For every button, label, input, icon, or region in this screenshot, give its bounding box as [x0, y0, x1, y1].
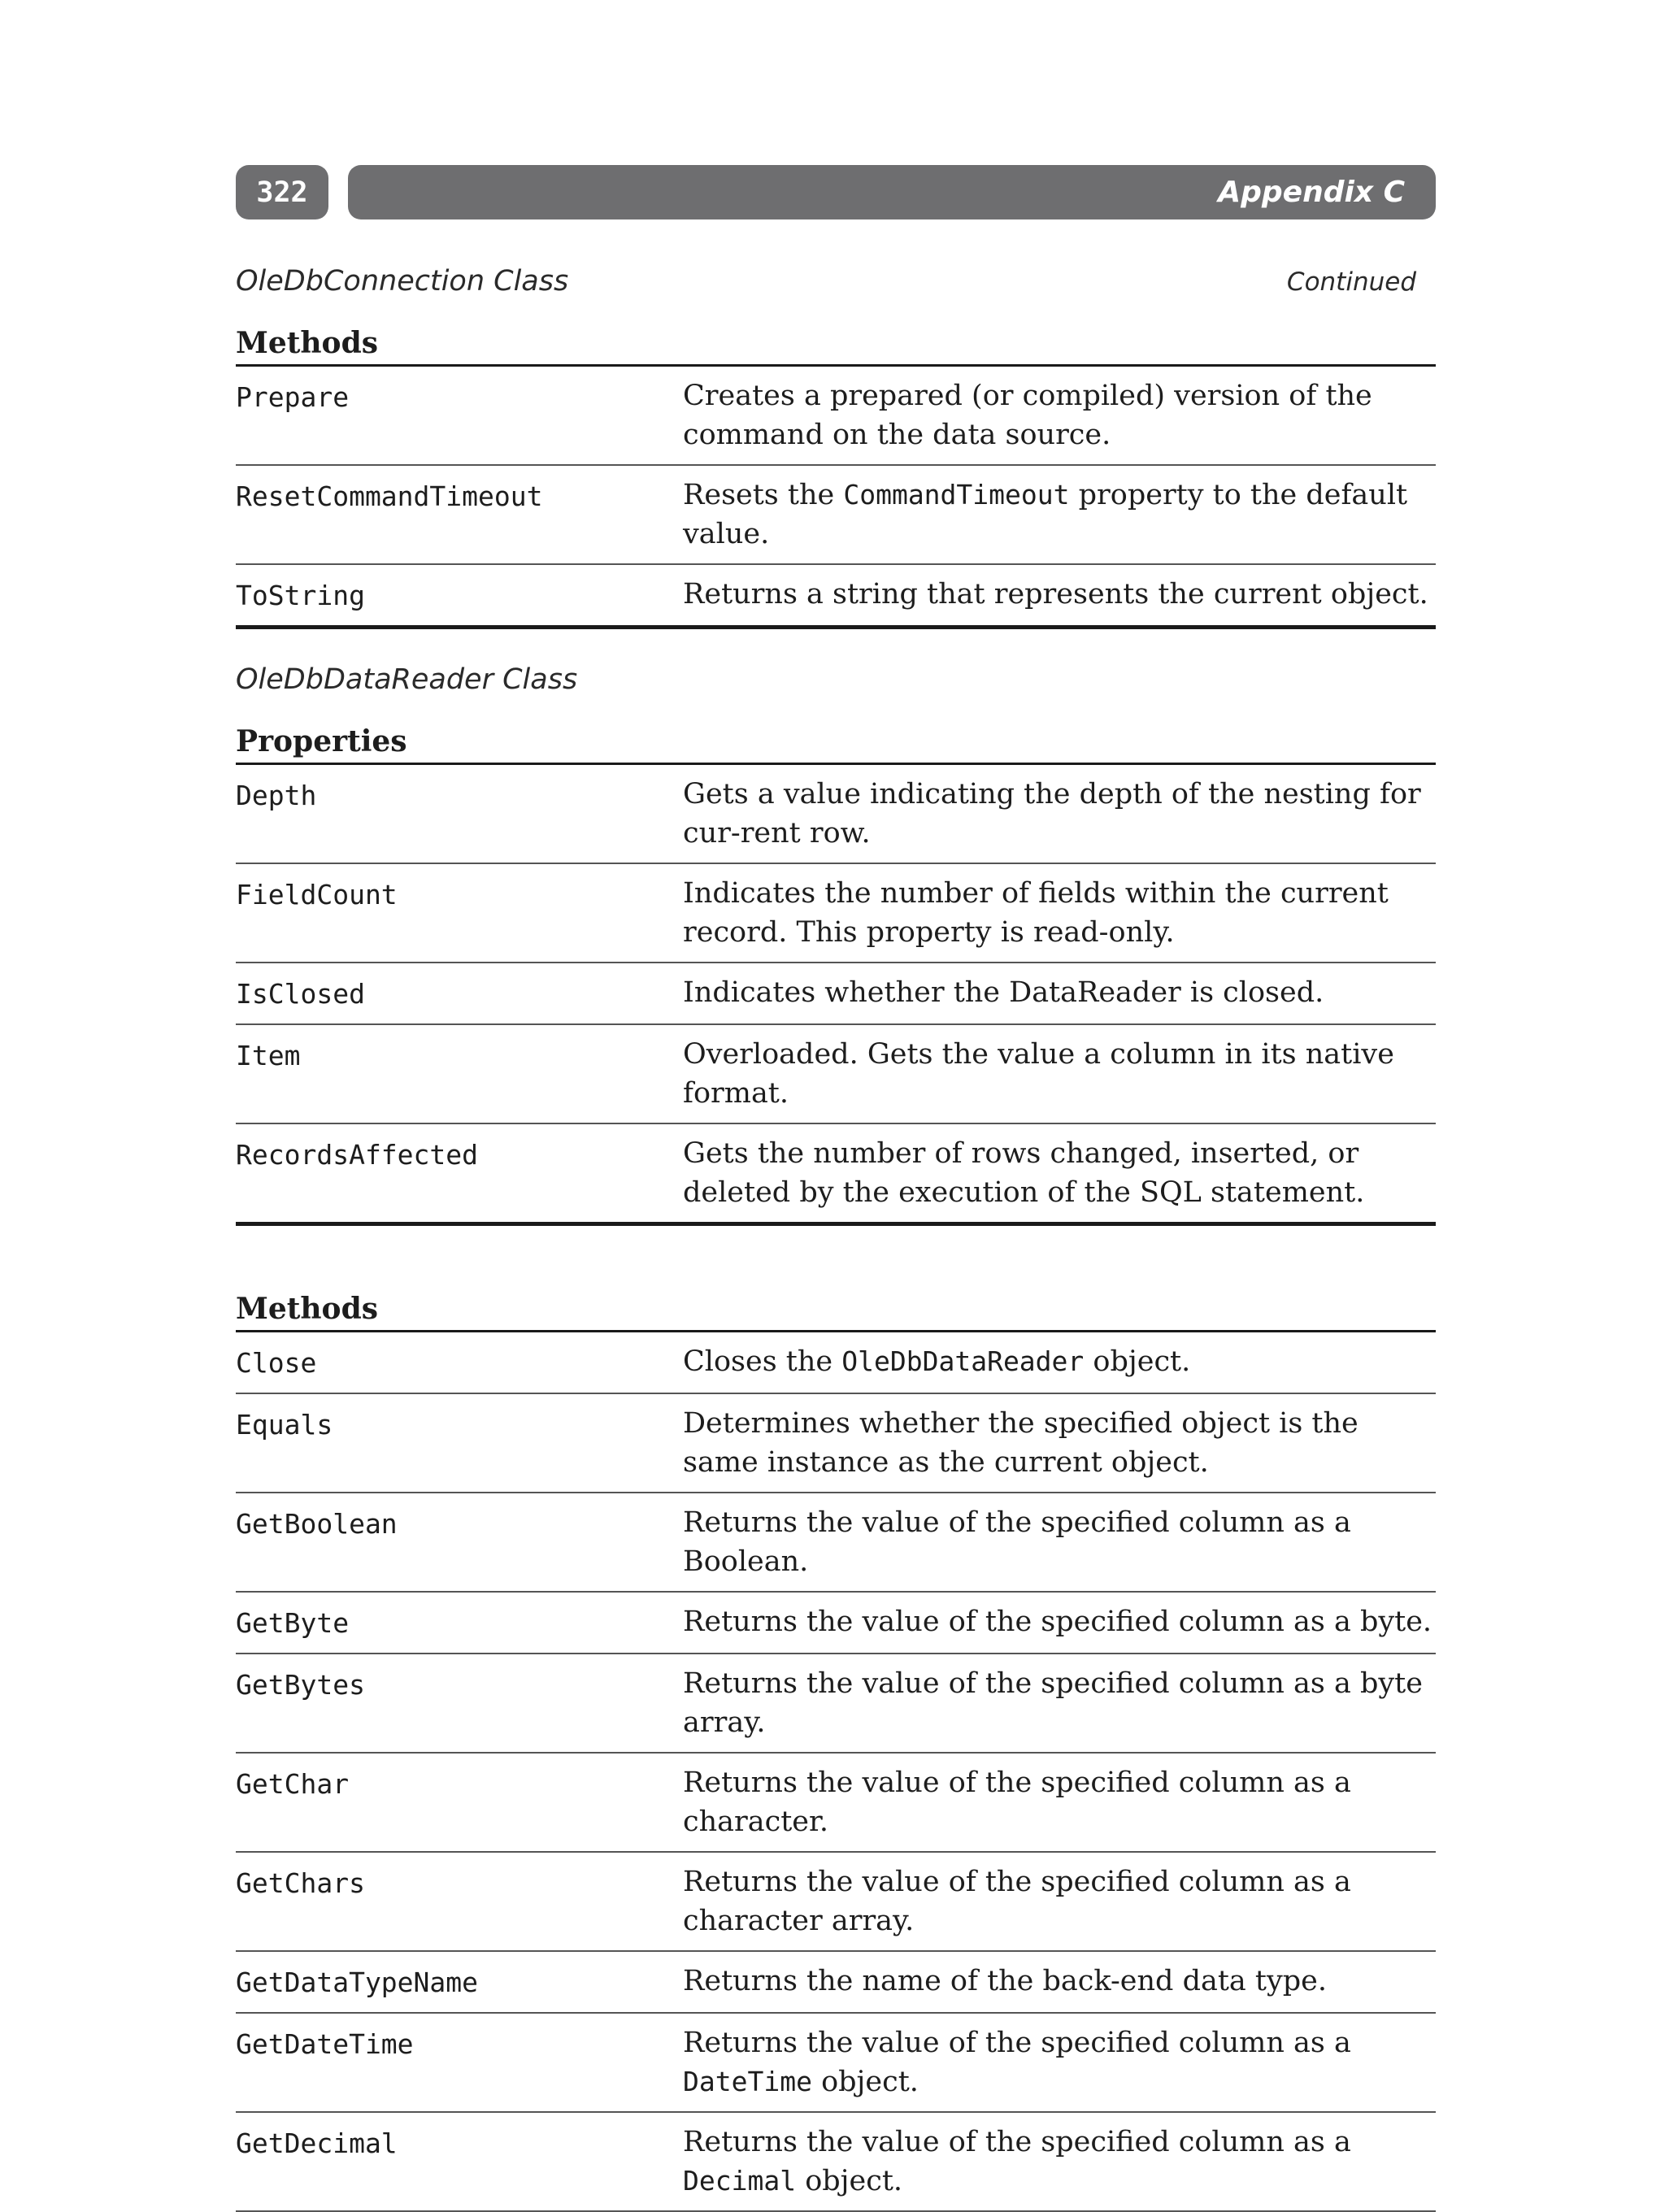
table-row	[236, 1853, 1436, 1952]
member-description: Returns a string that represents the current object.	[683, 578, 1428, 611]
member-name: ToString	[236, 580, 365, 611]
methods-heading-2: Methods	[236, 1291, 1436, 1332]
description-text: property to the default value.	[683, 479, 1408, 550]
description-text: Returns the value of the specified column as a	[683, 2027, 1351, 2059]
description-code: Decimal	[683, 2165, 797, 2197]
member-name: RecordsAffected	[236, 1139, 479, 1171]
member-description	[683, 1342, 1436, 1383]
member-name: GetDateTime	[236, 2028, 414, 2060]
description-text: Returns the value of the specified column as a	[683, 2126, 1351, 2158]
table-row	[236, 1754, 1436, 1853]
member-description: Indicates whether the DataReader is closed.	[683, 976, 1324, 1009]
member-description: Returns the name of the back-end data type.	[683, 1965, 1327, 1997]
caption-row-1	[236, 265, 1436, 311]
member-description: Indicates the number of fields within the current record. This property is read-only.	[683, 877, 1389, 949]
member-description: Returns the value of the specified column as a byte.	[683, 1606, 1432, 1638]
member-description: Returns the value of the specified column as a byte array.	[683, 1667, 1423, 1739]
page-content	[236, 265, 1436, 2212]
member-description: Gets a value indicating the depth of the nesting for cur-rent row.	[683, 778, 1421, 850]
page-number: 322	[236, 165, 328, 219]
description-code: CommandTimeout	[843, 479, 1070, 511]
description-text: Closes the	[683, 1345, 842, 1378]
table-row	[236, 1952, 1436, 2014]
table-row	[236, 765, 1436, 864]
caption-row-2	[236, 663, 1436, 709]
member-description: Returns the value of the specified column as a Boolean.	[683, 1506, 1351, 1578]
member-name: Item	[236, 1040, 301, 1071]
methods-table-1	[236, 367, 1436, 629]
table-row	[236, 367, 1436, 466]
member-name: GetBytes	[236, 1669, 365, 1701]
member-description	[683, 2023, 1436, 2101]
table-row	[236, 864, 1436, 963]
member-description: Gets the number of rows changed, inserted, or deleted by the execution of the SQL statement.	[683, 1137, 1365, 1209]
table-row	[236, 466, 1436, 565]
member-name: Close	[236, 1347, 317, 1379]
methods-table-2	[236, 1332, 1436, 2212]
table-row	[236, 1025, 1436, 1124]
member-description	[683, 476, 1436, 554]
section-title: Appendix C	[1218, 176, 1405, 209]
member-name: GetDecimal	[236, 2127, 398, 2159]
methods-heading-1: Methods	[236, 325, 1436, 367]
member-name: GetByte	[236, 1607, 350, 1639]
description-text: object.	[1084, 1345, 1191, 1378]
member-description: Returns the value of the specified column as a character.	[683, 1767, 1351, 1838]
table-row	[236, 2113, 1436, 2212]
member-name: IsClosed	[236, 978, 365, 1010]
member-description	[683, 2123, 1436, 2201]
description-text: Resets the	[683, 479, 844, 511]
class-caption-oledbdatareader: OleDbDataReader Class	[236, 663, 578, 696]
member-description: Overloaded. Gets the value a column in its native format.	[683, 1038, 1394, 1110]
description-text: object.	[811, 2066, 919, 2098]
table-row	[236, 963, 1436, 1025]
member-description: Determines whether the specified object is the same instance as the current object.	[683, 1407, 1359, 1479]
properties-heading: Properties	[236, 724, 1436, 765]
member-name: ResetCommandTimeout	[236, 480, 543, 512]
table-row	[236, 1124, 1436, 1226]
class-caption-oledbconnection: OleDbConnection Class	[236, 265, 569, 298]
table-row	[236, 1394, 1436, 1493]
member-description: Creates a prepared (or compiled) version of the command on the data source.	[683, 380, 1372, 451]
member-name: FieldCount	[236, 879, 398, 910]
member-name: Equals	[236, 1409, 333, 1441]
member-description: Returns the value of the specified column as a character array.	[683, 1866, 1351, 1937]
description-text: object.	[796, 2165, 903, 2197]
continued-label: Continued	[1286, 267, 1416, 297]
member-name: GetDataTypeName	[236, 1966, 479, 1998]
table-row	[236, 1654, 1436, 1754]
running-header	[348, 165, 1436, 219]
description-code: OleDbDataReader	[841, 1345, 1085, 1377]
member-name: GetBoolean	[236, 1508, 398, 1540]
table-row	[236, 565, 1436, 629]
member-name: Depth	[236, 780, 317, 811]
member-name: GetChar	[236, 1768, 350, 1800]
member-name: Prepare	[236, 381, 350, 413]
table-row	[236, 1493, 1436, 1593]
table-row	[236, 1593, 1436, 1654]
table-row	[236, 2014, 1436, 2113]
description-code: DateTime	[683, 2066, 812, 2097]
member-name: GetChars	[236, 1867, 365, 1899]
properties-table	[236, 765, 1436, 1226]
table-row	[236, 1332, 1436, 1394]
